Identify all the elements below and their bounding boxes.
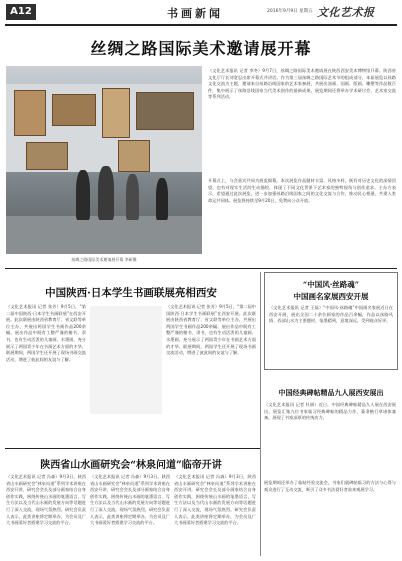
sidebar-mid-body: （文化艺术报讯 记者 杜娟）近日，中国经典碑帖精品九人展在西安展出，展览汇集九位书家临习经典碑帖的精品力作，篆隶楷行草诸体兼备，展现了书家深厚的传统功力。 (264, 402, 396, 421)
story-three-body-col2: （文化艺术报讯 记者 冯森）9月3日，陕西省山水画研究会“林泉问道”系列学术讲座在西安开讲，研究会会长及部分画家结合自身创作实践，围绕传统山水画的笔墨语言、写生方法以及当代山水画的发展方向等话题进行了深入交流，现场气氛热烈。研究会负责人表示，此类讲座将定期举办，为会员及广大书画爱好者搭建学习交流的平台。 (90, 474, 170, 526)
sidebar-box-top (264, 272, 398, 370)
sidebar-box-top-title-2: 中国画名家展西安开展 (293, 292, 369, 301)
sidebar-box-top-body: （文化艺术报讯 记者 王磊）“中国风·丝路魂”中国画名家展近日在西安开展，展出全国二十余位画家的作品百余幅，作品以丝路风情、西部山水为主要题材，笔墨精到，意境深远，受到观众好评。 (269, 305, 393, 324)
exhibition-photo (6, 66, 202, 254)
sidebar-mid-title: 中国经典碑帖精品九人展西安展出 (278, 388, 384, 397)
header-rule (5, 24, 397, 26)
section-divider (5, 268, 397, 269)
main-story-body-2: 开幕式上，与会嘉宾共同为展览揭幕。本次展览作品题材丰富、风格多样，既有对历史文化的深情回望，也有对现实生活的生动描绘，体现了不同文化背景下艺术家的独特视角与创作追求。主办方表示，希望通过此次展览，进一步加强丝路沿线国家之间的文化交流与合作，推动民心相通，共建人类命运共同体。展览将持续至9月20日，免费向公众开放。 (208, 178, 396, 203)
page-number-badge: A12 (6, 4, 36, 20)
sidebar-box-top-title-1: “中国风·丝路魂” (302, 280, 360, 289)
page-header (0, 0, 402, 26)
story-two-body-col1: （文化艺术报讯 记者 张芳）9月5日，“第二届中国陕西·日本学生书画联展”在西安开展。此次联展由陕西省教育厅、省文联等单位主办，共展出两国学生书画作品200余幅。展出作品中既有工整严谨的楷书、隶书，也有生动活泼的儿童画、水墨画，充分展示了两国青少年在书画艺术方面的才华。联展期间，两国学生还开展了现场书画交流活动，增进了彼此间的友谊与了解。 (6, 304, 86, 362)
section-title: 书画新闻 (167, 7, 223, 20)
masthead-logo: 文化艺术报 (317, 6, 375, 19)
story-three-body-col1: （文化艺术报讯 记者 冯森）9月3日，陕西省山水画研究会“林泉问道”系列学术讲座在西安开讲，研究会会长及部分画家结合自身创作实践，围绕传统山水画的笔墨语言、写生方法以及当代山水画的发展方向等话题进行了深入交流，现场气氛热烈。研究会负责人表示，此类讲座将定期举办，为会员及广大书画爱好者搭建学习交流的平台。 (6, 474, 86, 526)
main-story-body-1: （文化艺术报讯 记者 李冬）9月7日，丝绸之路国际美术邀请展在陕西西安美术博物馆开幕。陕西省文化厅厅长刘宽忍出席开幕式并讲话。作为第三届丝绸之路国际艺术节的组成部分，本届展览以丝路文化交流为主题，邀请来自丝路沿线国家的艺术家参展，共展出油画、国画、版画、雕塑等作品数百件，集中展示了丝路沿线国家当代美术创作的最新成果。展览期间还将举办学术研讨会、艺术家交流等系列活动。 (208, 68, 396, 100)
photo-caption: 丝绸之路国际美术邀请展开幕 李研摄 (71, 257, 137, 262)
story-two-body-col2: （文化艺术报讯 记者 张芳）9月5日，“第二届中国陕西·日本学生书画联展”在西安开展。此次联展由陕西省教育厅、省文联等单位主办，共展出两国学生书画作品200余幅。展出作品中既有工整严谨的楷书、隶书，也有生动活泼的儿童画、水墨画，充分展示了两国青少年在书画艺术方面的才华。联展期间，两国学生还开展了现场书画交流活动，增进了彼此间的友谊与了解。 (166, 304, 256, 356)
story-three-headline: 陕西省山水画研究会“林泉问道”临帝开讲 (40, 460, 222, 471)
story-two-headline: 中国陕西·日本学生书画联展亮相西安 (45, 287, 217, 299)
main-headline: 丝绸之路国际美术邀请展开幕 (90, 39, 312, 58)
story-three-body-col3: （文化艺术报讯 记者 冯森）9月3日，陕西省山水画研究会“林泉问道”系列学术讲座在西安开讲，研究会会长及部分画家结合自身创作实践，围绕传统山水画的笔墨语言、写生方法以及当代山水画的发展方向等话题进行了深入交流，现场气氛热烈。研究会负责人表示，此类讲座将定期举办，为会员及广大书画爱好者搭建学习交流的平台。 (174, 474, 256, 526)
issue-date: 2016年9月9日 星期五 (267, 9, 313, 14)
sidebar-divider (260, 272, 261, 556)
sidebar-bottom-body: 展览期间还举办了临帖经验交流会，书家们就碑帖临习的方法与心得与观众进行了互动交流，吸引了众多书法爱好者前来观展学习。 (264, 480, 396, 492)
story-divider (5, 448, 260, 449)
story-two-photo (90, 306, 162, 414)
